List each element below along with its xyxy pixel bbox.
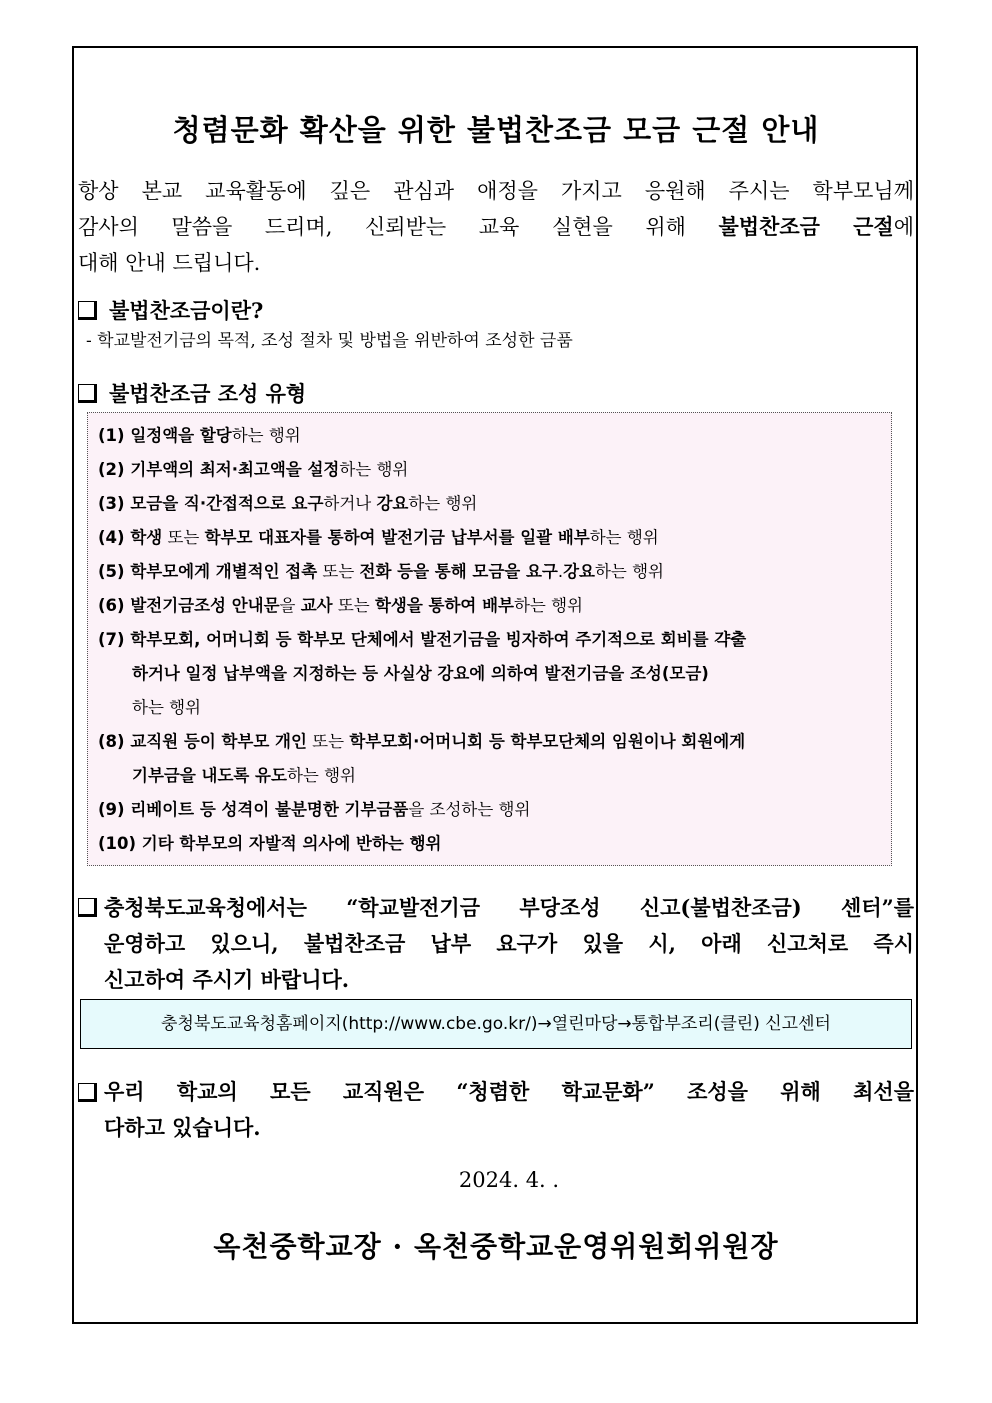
- closing-line-2: 다하고 있습니다.: [104, 1115, 261, 1140]
- report-notice: [104, 890, 914, 998]
- type-item-text: .: [557, 562, 564, 581]
- type-item-text: 모금을 직·간접적으로 요구: [130, 494, 324, 513]
- type-item-number: (10): [98, 834, 142, 853]
- type-item-text: 또는: [317, 562, 360, 581]
- closing-line-1: 우리 학교의 모든 교직원은 “청렴한 학교문화” 조성을 위해 최선을: [104, 1079, 914, 1104]
- type-item: [98, 555, 881, 589]
- type-item: [98, 521, 881, 555]
- type-item: [98, 691, 881, 725]
- report-line-1: 충청북도교육청에서는 “학교발전기금 부당조성 신고(불법찬조금) 센터”를: [104, 895, 914, 920]
- type-item-text: 기부액의 최저·최고액을 설정: [130, 460, 340, 479]
- type-item-text: 을: [279, 596, 301, 615]
- type-item-text: 기부금을 내도록 유도: [132, 766, 287, 785]
- type-item-number: (7): [98, 630, 131, 649]
- type-item: [98, 657, 881, 691]
- type-item-text: 학생: [130, 528, 163, 547]
- section-types-title: 불법찬조금 조성 유형: [109, 381, 307, 406]
- checkbox-icon: [78, 1083, 97, 1102]
- type-item: [98, 725, 881, 759]
- type-item-text: 하는 행위: [408, 494, 478, 513]
- section-definition-desc: - 학교발전기금의 목적, 조성 절차 및 방법을 위반하여 조성한 금품: [86, 331, 573, 351]
- checkbox-icon: [78, 301, 97, 320]
- type-item-text: 하는 행위: [513, 596, 583, 615]
- section-definition-title: 불법찬조금이란?: [109, 298, 264, 323]
- type-item-text: 강요: [563, 562, 595, 581]
- intro-line-2-tail: 에: [893, 215, 915, 239]
- type-item-text: 일정액을 할당: [130, 426, 232, 445]
- report-line-3: 신고하여 주시기 바랍니다.: [104, 967, 350, 992]
- type-item: [98, 453, 881, 487]
- type-item-text: 을 조성하는 행위: [408, 800, 531, 819]
- type-item-text: 하거나 일정 납부액을 지정하는 등 사실상 강요에 의하여 발전기금을 조성(모금): [132, 664, 709, 683]
- type-item-text: 리베이트 등 성격이 불분명한 기부금품: [130, 800, 409, 819]
- type-item-text: 하거나: [323, 494, 377, 513]
- type-item-text: 학부모 대표자를 통하여 발전기금 납부서를 일괄 배부: [204, 528, 590, 547]
- type-item: [98, 589, 881, 623]
- section-types-heading: [78, 378, 306, 408]
- type-item-number: (5): [98, 562, 131, 581]
- section-definition-heading: [78, 295, 263, 325]
- type-item-text: 기타 학부모의 자발적 의사에 반하는 행위: [141, 834, 442, 853]
- type-item-text: 교사: [300, 596, 333, 615]
- type-item: [98, 419, 881, 453]
- intro-paragraph: [78, 173, 914, 281]
- types-list-box: [87, 412, 892, 866]
- type-item-number: (3): [98, 494, 131, 513]
- type-item: [98, 793, 881, 827]
- type-item-number: (9): [98, 800, 131, 819]
- type-item-text: 학부모회·어머니회 등 학부모단체의 임원이나 회원에게: [349, 732, 746, 751]
- intro-emphasis: 불법찬조금 근절: [718, 214, 894, 239]
- intro-line-2-text: 감사의 말씀을 드리며, 신뢰받는 교육 실현을 위해: [78, 215, 719, 239]
- type-item-number: (2): [98, 460, 131, 479]
- type-item-text: 또는: [332, 596, 375, 615]
- type-item: [98, 487, 881, 521]
- report-center-link: 충청북도교육청홈페이지(http://www.cbe.go.kr/)→열린마당→통합부조리(클린) 신고센터: [80, 999, 912, 1049]
- type-item-text: 하는 행위: [132, 698, 202, 717]
- type-item-text: 하는 행위: [231, 426, 301, 445]
- document-date: 2024. 4. .: [458, 1168, 560, 1192]
- type-item-text: 학생을 통하여 배부: [374, 596, 514, 615]
- type-item-text: 또는: [162, 528, 205, 547]
- closing-statement: [104, 1074, 914, 1146]
- type-item-text: 하는 행위: [339, 460, 409, 479]
- type-item-number: (1): [98, 426, 131, 445]
- type-item-text: 하는 행위: [286, 766, 356, 785]
- type-item-text: 교직원 등이 학부모 개인: [130, 732, 307, 751]
- type-item-text: 강요: [376, 494, 409, 513]
- type-item-number: (8): [98, 732, 131, 751]
- intro-line-1: 항상 본교 교육활동에 깊은 관심과 애정을 가지고 응원해 주시는 학부모님께: [78, 179, 914, 203]
- signature: 옥천중학교장 · 옥천중학교운영위원회위원장: [213, 1230, 779, 1263]
- checkbox-icon: [78, 384, 97, 403]
- type-item: [98, 759, 881, 793]
- page-title: 청렴문화 확산을 위한 불법찬조금 모금 근절 안내: [172, 113, 820, 147]
- type-item-text: 발전기금조성 안내문: [130, 596, 280, 615]
- intro-line-3: 대해 안내 드립니다.: [78, 251, 261, 275]
- type-item: [98, 623, 881, 657]
- report-line-2: 운영하고 있으니, 불법찬조금 납부 요구가 있을 시, 아래 신고처로 즉시: [104, 931, 914, 956]
- type-item-text: 학부모회, 어머니회 등 학부모 단체에서 발전기금을 빙자하여 주기적으로 회비를 갹출: [130, 630, 747, 649]
- type-item: [98, 827, 881, 861]
- type-item-text: 학부모에게 개별적인 접촉: [130, 562, 318, 581]
- type-item-number: (4): [98, 528, 131, 547]
- type-item-text: 또는: [306, 732, 350, 751]
- type-item-number: (6): [98, 596, 131, 615]
- type-item-text: 하는 행위: [589, 528, 659, 547]
- checkbox-icon: [78, 898, 97, 917]
- intro-line-2: [78, 209, 914, 245]
- type-item-text: 전화 등을 통해 모금을 요구: [359, 562, 558, 581]
- type-item-text: 하는 행위: [594, 562, 664, 581]
